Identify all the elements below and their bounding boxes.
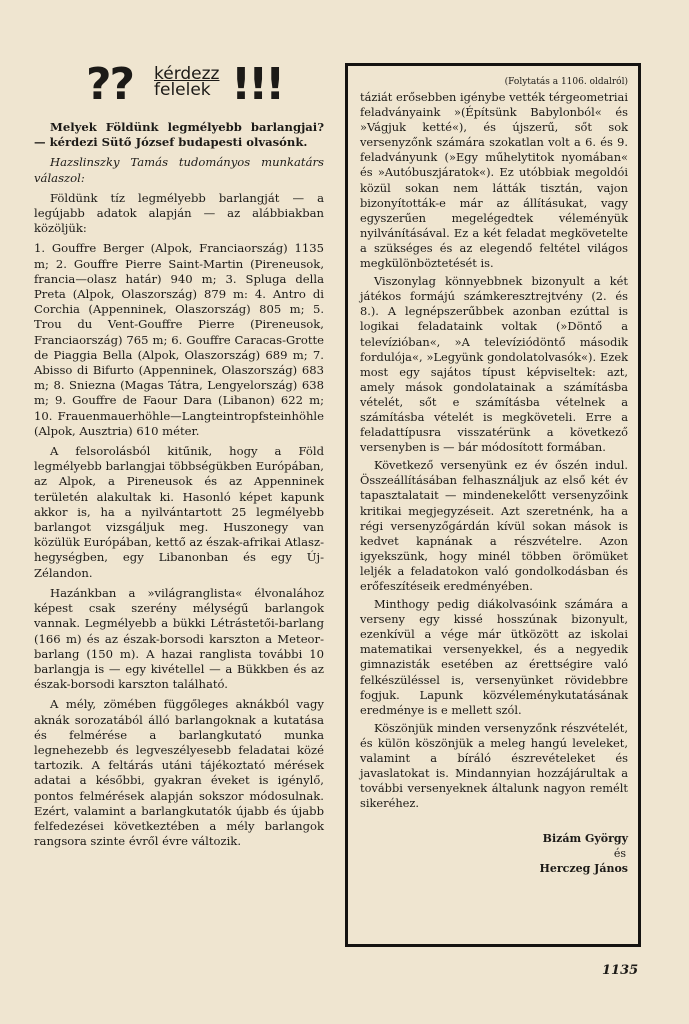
answer-paragraph: A felsorolásból kitűnik, hogy a Föld legmélyebb barlangjai többségükben Európában, az Alpok, a Pireneusok és az Appenninek területén alakultak ki. Hasonló képet kapunk akkor is, ha a nyilvántartott 25 legmélyebb barlangot vizsgáljuk meg. Huszonegy van közülük Európában, kettő az észak-afrikai Atlasz-hegységben, egy Libanonban és egy Új-Zélandon. <box>34 444 324 580</box>
article-paragraph: táziát erősebben igénybe vették térgeometriai feladványaink »(Építsünk Babylonból« és »Vágjuk ketté«), és újszerű, sőt sok versenyzőnk számára szokatlan volt a 6. és 9. feladványunk (»Egy műhelytitok nyomában« és »Autóbuszjáratok«). Ez utóbbiak megoldói közül sokan nem látták tisztán, vajon bizonyították-e már az állításukat, vagy egyszerűen megelégedtek véleményük nyilvánításával. Ez a két feladat megkövetelte a szükséges és az elegendő feltétel világos megkülönböztetését is. <box>360 90 628 271</box>
article-paragraph: Minthogy pedig diákolvasóink számára a verseny egy kissé hosszúnak bizonyult, ezenkívül a vége már ütközött az iskolai matematikai versenyekkel, és a negyedik gimnazisták esetében az érettségire való felkészüléssel is, versenyünket rövidebbre fogjuk. Lapunk közvéleménykutatásának eredménye is e mellett szól. <box>360 597 628 717</box>
kerdezz-felelek-logo <box>86 59 324 114</box>
author-name-1: Bizám György <box>542 832 628 846</box>
logo-word-kerdezz: kérdezz <box>154 64 220 84</box>
author-signature <box>360 831 628 876</box>
logo-question-marks: ?? <box>86 59 134 110</box>
article-paragraph: Viszonylag könnyebbnek bizonyult a két játékos formájú számkeresztrejtvény (2. és 8.). A legnépszerűbbek azonban ezúttal is logikai feladataink voltak (»Döntő a televízióban«, »A televíziódöntő második fordulója«, »Legyünk gondolatolvasók«). Ezek most egy sajátos típust képviseltek: azt, amely mások gondolatainak a számításba vételét, sőt e számításba vételnek a számításba vételét is megköveteli. Erre a feladattípusra visszatérünk a következő versenyben is — bár módosított formában. <box>360 274 628 455</box>
continuation-note: (Folytatás a 1106. oldalról) <box>504 77 628 87</box>
boxed-article <box>345 63 641 947</box>
answer-paragraph: Földünk tíz legmélyebb barlangját — a legújabb adatok alapján — az alábbiakban közöljük: <box>34 190 324 236</box>
logo-exclamations: !!! <box>231 59 283 110</box>
article-paragraph: Köszönjük minden versenyzőnk részvételét, és külön köszönjük a meleg hangú leveleket, valamint a bíráló észrevételeket és javaslatokat is. Mindannyian hozzájárultak a további versenyeknek általunk nagyon remélt sikeréhez. <box>360 720 628 811</box>
answerer-line: Hazslinszky Tamás tudományos munkatárs válaszol: <box>34 155 324 185</box>
reader-question: Melyek Földünk legmélyebb barlangjai? — kérdezi Sütő József budapesti olvasónk. <box>34 120 324 150</box>
article-paragraph: Következő versenyünk ez év őszén indul. Összeállításában felhasználjuk az első két év tapasztalatait — mindenekelőtt versenyzőink kritikai megjegyzéseit. Azt szeretnénk, ha a régi versenyzőgárdán kívül sokan mások is kedvet kapnának a részvételre. Azon igyekszünk, hogy minél többen örömüket leljék a feladatokon való gondolkodásban és erőfeszítéseik eredményében. <box>360 458 628 593</box>
page-number: 1135 <box>602 963 639 978</box>
cave-list-paragraph: 1. Gouffre Berger (Alpok, Franciaország) 1135 m; 2. Gouffre Pierre Saint-Martin (Pireneusok, francia—olasz határ) 940 m; 3. Spluga della Preta (Alpok, Olaszország) 879 m: 4. Antro di Corchia (Appenninek, Olaszország) 805 m; 5. Trou du Vent-Gouffre Pierre (Pireneusok, Franciaország) 765 m; 6. Gouffre Caracas-Grotte de Piaggia Bella (Alpok, Olaszország) 689 m; 7. Abisso di Bifurto (Appenninek, Olaszország) 683 m; 8. Sniezna (Magas Tátra, Lengyelország) 638 m; 9. Gouffre de Faour Dara (Libanon) 622 m; 10. Frauenmauerhöhle—Langteintropfsteinhöhle (Alpok, Ausztria) 610 méter. <box>34 241 324 438</box>
author-name-2: Herczeg János <box>539 862 628 876</box>
left-column <box>34 59 324 854</box>
signature-and: és <box>613 847 626 861</box>
logo-word-felelek: felelek <box>154 80 211 100</box>
answer-paragraph: Hazánkban a »világranglista« élvonalához képest csak szerény mélységű barlangok vannak. Legmélyebb a bükki Létrástetői-barlang (166 m) és az észak-borsodi karszton a Meteor-barlang (150 m). A hazai ranglista további 10 barlangja is — egy kivétellel — a Bükkben és az észak-borsodi karszton található. <box>34 585 324 692</box>
answer-paragraph: A mély, zömében függőleges aknákból vagy aknák sorozatából álló barlangoknak a kutatása és felmérése a barlangkutató munka legnehezebb és legveszélyesebb feladatai közé tartozik. A feltárás utáni tájékoztató mérések adatai a későbbi, gyakran éveket is igénylő, pontos felmérések alapján sokszor módosulnak. Ezért, valamint a barlangkutatók újabb és újabb felfedezései következtében a mély barlangok rangsora szinte évről évre változik. <box>34 697 324 849</box>
logo-words <box>154 66 220 98</box>
